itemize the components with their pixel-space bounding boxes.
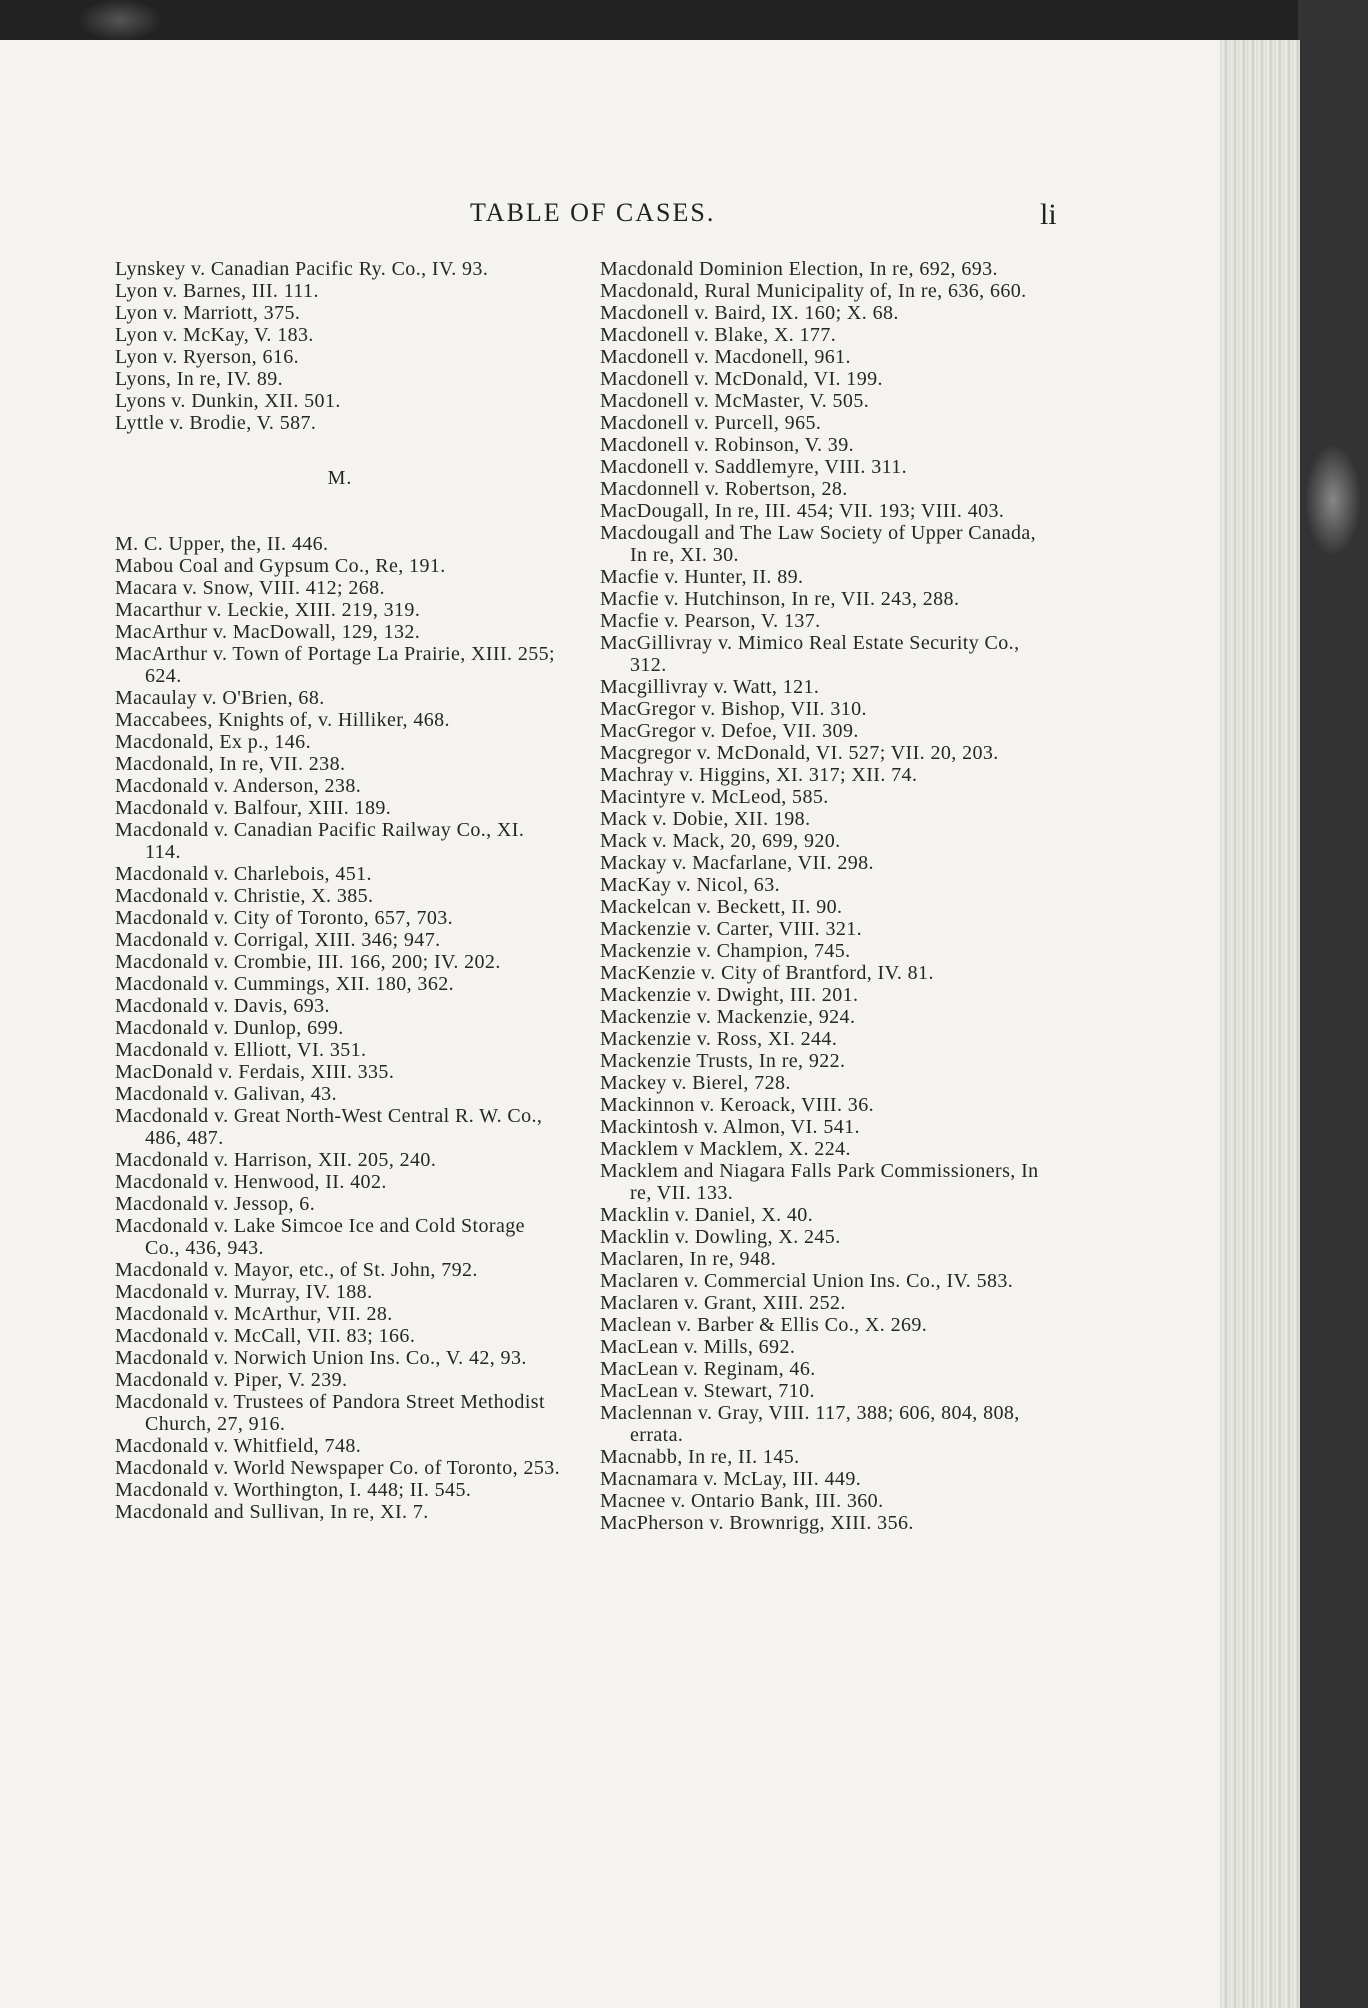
case-entry: Macdonald v. Crombie, III. 166, 200; IV. 202. xyxy=(115,951,501,973)
case-entry: Mabou Coal and Gypsum Co., Re, 191. xyxy=(115,555,446,577)
case-entry: Macdonald v. Lake Simcoe Ice and Cold Storage Co., 436, 943. xyxy=(115,1215,525,1259)
case-entry: Machray v. Higgins, XI. 317; XII. 74. xyxy=(600,764,918,786)
case-entry: Macdonald v. Canadian Pacific Railway Co., XI. 114. xyxy=(115,819,525,863)
case-entry: Macdonald v. Jessop, 6. xyxy=(115,1193,316,1215)
case-entry: Macdonald v. World Newspaper Co. of Toronto, 253. xyxy=(115,1457,561,1479)
case-entry: MacGregor v. Defoe, VII. 309. xyxy=(600,720,859,742)
case-entry: Macdonell v. Blake, X. 177. xyxy=(600,324,837,346)
case-entry: Macdonald v. Whitfield, 748. xyxy=(115,1435,362,1457)
case-entry: Macdonald, In re, VII. 238. xyxy=(115,753,346,775)
case-entry: MacKay v. Nicol, 63. xyxy=(600,874,780,896)
case-entry: M. C. Upper, the, II. 446. xyxy=(115,533,329,555)
case-entry: Maclean v. Barber & Ellis Co., X. 269. xyxy=(600,1314,928,1336)
case-entry: Macdonald, Rural Municipality of, In re, 636, 660. xyxy=(600,280,1027,302)
case-entry: Macdonald v. Galivan, 43. xyxy=(115,1083,337,1105)
case-entry: Macklem and Niagara Falls Park Commissioners, In re, VII. 133. xyxy=(600,1160,1039,1204)
case-entry: Macdonell v. McDonald, VI. 199. xyxy=(600,368,883,390)
case-entry: Macaulay v. O'Brien, 68. xyxy=(115,687,325,709)
case-entry: Lyon v. Barnes, III. 111. xyxy=(115,280,319,302)
case-entry: MacDougall, In re, III. 454; VII. 193; VIII. 403. xyxy=(600,500,1005,522)
case-entry: Lyttle v. Brodie, V. 587. xyxy=(115,412,317,434)
case-entry: Macnabb, In re, II. 145. xyxy=(600,1446,800,1468)
case-entry: Macdonald v. Great North-West Central R. W. Co., 486, 487. xyxy=(115,1105,543,1149)
case-entry: Maccabees, Knights of, v. Hilliker, 468. xyxy=(115,709,450,731)
case-entry: Lyons, In re, IV. 89. xyxy=(115,368,284,390)
case-entry: Macdonald v. Dunlop, 699. xyxy=(115,1017,344,1039)
case-entry: Macklin v. Daniel, X. 40. xyxy=(600,1204,814,1226)
case-entry: Macdonell v. Robinson, V. 39. xyxy=(600,434,855,456)
case-entry: MacGillivray v. Mimico Real Estate Security Co., 312. xyxy=(600,632,1020,676)
case-entry: Macdonald v. Cummings, XII. 180, 362. xyxy=(115,973,455,995)
case-entry: Macara v. Snow, VIII. 412; 268. xyxy=(115,577,385,599)
case-entry: Macdonald v. Corrigal, XIII. 346; 947. xyxy=(115,929,441,951)
case-entry: Macintyre v. McLeod, 585. xyxy=(600,786,829,808)
case-entry: Maclaren v. Grant, XIII. 252. xyxy=(600,1292,846,1314)
case-entry: Macdonald v. Davis, 693. xyxy=(115,995,330,1017)
case-entry: Macdonald v. Piper, V. 239. xyxy=(115,1369,348,1391)
case-entry: Macdonald v. Elliott, VI. 351. xyxy=(115,1039,367,1061)
right-column-entries xyxy=(600,258,1050,1534)
case-entry: Mackenzie v. Ross, XI. 244. xyxy=(600,1028,838,1050)
case-entry: Mackenzie v. Mackenzie, 924. xyxy=(600,1006,856,1028)
case-entry: Macdonell v. Purcell, 965. xyxy=(600,412,822,434)
case-entry: Macdonald v. Henwood, II. 402. xyxy=(115,1171,387,1193)
case-entry: Macgregor v. McDonald, VI. 527; VII. 20, 203. xyxy=(600,742,999,764)
case-entry: MacPherson v. Brownrigg, XIII. 356. xyxy=(600,1512,914,1534)
case-entry: Macdonald, Ex p., 146. xyxy=(115,731,311,753)
case-entry: Lynskey v. Canadian Pacific Ry. Co., IV. 93. xyxy=(115,258,489,280)
case-entry: Maclaren v. Commercial Union Ins. Co., IV. 583. xyxy=(600,1270,1014,1292)
case-entry: MacLean v. Mills, 692. xyxy=(600,1336,796,1358)
case-entry: Macfie v. Hutchinson, In re, VII. 243, 288. xyxy=(600,588,960,610)
case-entry: MacArthur v. Town of Portage La Prairie, XIII. 255; 624. xyxy=(115,643,555,687)
case-entry: Macdonald v. Trustees of Pandora Street Methodist Church, 27, 916. xyxy=(115,1391,545,1435)
entries-before-heading xyxy=(115,258,565,434)
entries-after-heading xyxy=(115,533,565,1523)
case-entry: Macdonald Dominion Election, In re, 692, 693. xyxy=(600,258,998,280)
case-entry: Macdonald v. McArthur, VII. 28. xyxy=(115,1303,393,1325)
case-entry: Mackintosh v. Almon, VI. 541. xyxy=(600,1116,860,1138)
case-entry: Macdonell v. Saddlemyre, VIII. 311. xyxy=(600,456,908,478)
case-entry: Macdonald v. Worthington, I. 448; II. 545. xyxy=(115,1479,472,1501)
case-entry: Mackenzie Trusts, In re, 922. xyxy=(600,1050,846,1072)
case-entry: Macklem v Macklem, X. 224. xyxy=(600,1138,851,1160)
case-entry: MacLean v. Reginam, 46. xyxy=(600,1358,816,1380)
right-column xyxy=(600,258,1050,1534)
case-entry: Mackinnon v. Keroack, VIII. 36. xyxy=(600,1094,874,1116)
page-number: li xyxy=(1040,198,1057,231)
case-entry: Lyon v. Ryerson, 616. xyxy=(115,346,300,368)
case-entry: Mackay v. Macfarlane, VII. 298. xyxy=(600,852,874,874)
case-entry: Macdonnell v. Robertson, 28. xyxy=(600,478,848,500)
case-entry: Macdonell v. McMaster, V. 505. xyxy=(600,390,870,412)
case-entry: Macdonald and Sullivan, In re, XI. 7. xyxy=(115,1501,429,1523)
case-entry: MacGregor v. Bishop, VII. 310. xyxy=(600,698,867,720)
case-entry: Macdonald v. Christie, X. 385. xyxy=(115,885,374,907)
case-entry: Macdonell v. Macdonell, 961. xyxy=(600,346,851,368)
case-entry: Macdougall and The Law Society of Upper Canada, In re, XI. 30. xyxy=(600,522,1037,566)
case-entry: Macklin v. Dowling, X. 245. xyxy=(600,1226,841,1248)
case-entry: Mackenzie v. Dwight, III. 201. xyxy=(600,984,859,1006)
case-entry: Mackenzie v. Carter, VIII. 321. xyxy=(600,918,863,940)
case-entry: Lyon v. Marriott, 375. xyxy=(115,302,301,324)
case-entry: Macdonald v. Harrison, XII. 205, 240. xyxy=(115,1149,437,1171)
case-entry: Macdonald v. Anderson, 238. xyxy=(115,775,362,797)
case-entry: Macnee v. Ontario Bank, III. 360. xyxy=(600,1490,884,1512)
left-column xyxy=(115,258,565,1523)
case-entry: Lyons v. Dunkin, XII. 501. xyxy=(115,390,341,412)
case-entry: Macgillivray v. Watt, 121. xyxy=(600,676,820,698)
case-entry: Macdonell v. Baird, IX. 160; X. 68. xyxy=(600,302,899,324)
case-entry: Macfie v. Pearson, V. 137. xyxy=(600,610,821,632)
running-header-title: TABLE OF CASES. xyxy=(470,198,716,227)
case-entry: Macarthur v. Leckie, XIII. 219, 319. xyxy=(115,599,421,621)
case-entry: Macdonald v. McCall, VII. 83; 166. xyxy=(115,1325,416,1347)
marbled-cover-right xyxy=(1298,0,1368,2008)
case-entry: MacLean v. Stewart, 710. xyxy=(600,1380,815,1402)
case-entry: Mackey v. Bierel, 728. xyxy=(600,1072,791,1094)
case-entry: MacKenzie v. City of Brantford, IV. 81. xyxy=(600,962,934,984)
case-entry: Macdonald v. Balfour, XIII. 189. xyxy=(115,797,392,819)
case-entry: Macdonald v. Norwich Union Ins. Co., V. 42, 93. xyxy=(115,1347,527,1369)
case-entry: Mack v. Dobie, XII. 198. xyxy=(600,808,811,830)
case-entry: Macdonald v. Mayor, etc., of St. John, 792. xyxy=(115,1259,478,1281)
case-entry: Maclaren, In re, 948. xyxy=(600,1248,777,1270)
case-entry: Macnamara v. McLay, III. 449. xyxy=(600,1468,862,1490)
case-entry: Mack v. Mack, 20, 699, 920. xyxy=(600,830,841,852)
case-entry: Macdonald v. Murray, IV. 188. xyxy=(115,1281,373,1303)
case-entry: Mackenzie v. Champion, 745. xyxy=(600,940,851,962)
case-entry: Macfie v. Hunter, II. 89. xyxy=(600,566,804,588)
page-edges xyxy=(1220,40,1300,2008)
case-entry: MacDonald v. Ferdais, XIII. 335. xyxy=(115,1061,395,1083)
section-heading: M. xyxy=(327,467,353,489)
case-entry: MacArthur v. MacDowall, 129, 132. xyxy=(115,621,421,643)
case-entry: Macdonald v. City of Toronto, 657, 703. xyxy=(115,907,454,929)
case-entry: Mackelcan v. Beckett, II. 90. xyxy=(600,896,843,918)
case-entry: Lyon v. McKay, V. 183. xyxy=(115,324,314,346)
case-entry: Macdonald v. Charlebois, 451. xyxy=(115,863,372,885)
case-entry: Maclennan v. Gray, VIII. 117, 388; 606, 804, 808, errata. xyxy=(600,1402,1020,1446)
